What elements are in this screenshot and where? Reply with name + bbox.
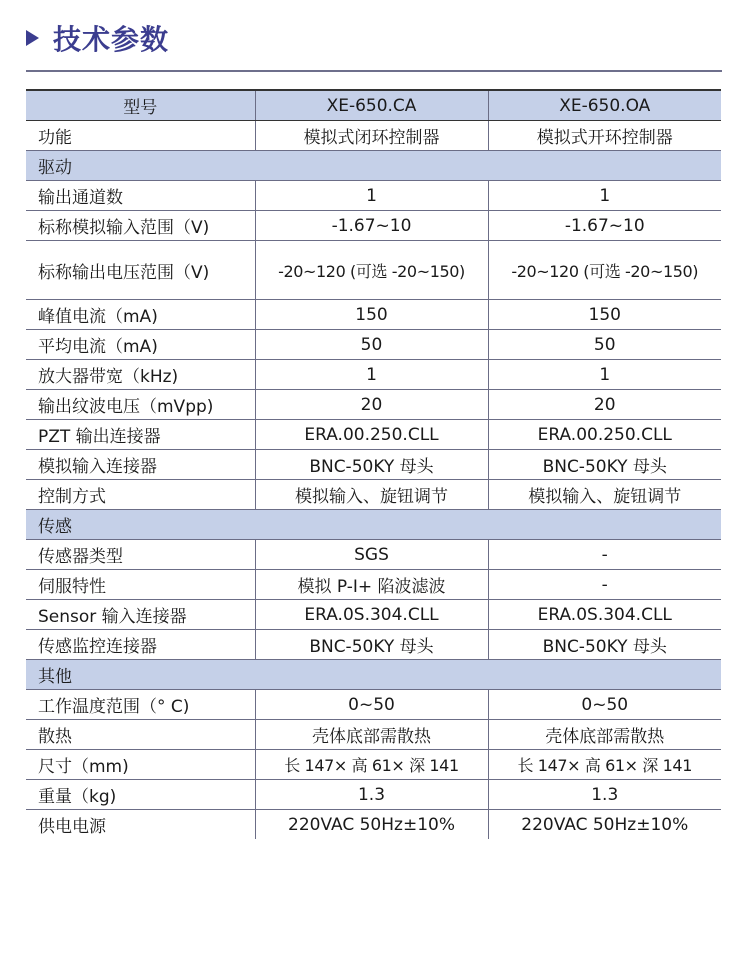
- row-label: 输出通道数: [26, 181, 255, 211]
- row-label: 峰值电流（mA): [26, 300, 255, 330]
- row-label: 传感器类型: [26, 540, 255, 570]
- page-title: 技术参数: [53, 23, 170, 56]
- table-row: [26, 450, 721, 480]
- row-value-ca: 1: [255, 181, 488, 211]
- table-row: [26, 390, 721, 420]
- row-label: 功能: [26, 121, 255, 151]
- section-label: 传感: [26, 510, 721, 540]
- row-label: Sensor 输入连接器: [26, 600, 255, 630]
- row-value-ca: 模拟输入、旋钮调节: [255, 480, 488, 510]
- table-row: [26, 810, 721, 840]
- table-row: [26, 121, 721, 151]
- row-label: 重量（kg): [26, 780, 255, 810]
- table-row: [26, 780, 721, 810]
- table-header-row: [26, 90, 721, 121]
- row-value-ca: 0~50: [255, 690, 488, 720]
- row-label: 伺服特性: [26, 570, 255, 600]
- table-row: [26, 540, 721, 570]
- row-label: 放大器带宽（kHz): [26, 360, 255, 390]
- row-value-oa: ERA.00.250.CLL: [488, 420, 721, 450]
- row-label: 标称输出电压范围（V): [26, 241, 255, 300]
- row-value-oa: 150: [488, 300, 721, 330]
- row-value-oa: 20: [488, 390, 721, 420]
- table-row: [26, 330, 721, 360]
- title-divider: [26, 70, 722, 72]
- table-row: [26, 420, 721, 450]
- table-row: [26, 181, 721, 211]
- table-row: [26, 600, 721, 630]
- row-value-ca: 150: [255, 300, 488, 330]
- table-row: [26, 630, 721, 660]
- row-value-oa: 0~50: [488, 690, 721, 720]
- header-model-oa: XE-650.OA: [488, 90, 721, 121]
- header-model: 型号: [26, 90, 255, 121]
- row-value-ca: 1.3: [255, 780, 488, 810]
- section-label: 其他: [26, 660, 721, 690]
- row-value-oa: 壳体底部需散热: [488, 720, 721, 750]
- row-value-oa: 220VAC 50Hz±10%: [488, 810, 721, 840]
- row-label: 工作温度范围（° C): [26, 690, 255, 720]
- table-row: [26, 750, 721, 780]
- table-row: [26, 690, 721, 720]
- table-row: [26, 720, 721, 750]
- row-label: 控制方式: [26, 480, 255, 510]
- row-label: 平均电流（mA): [26, 330, 255, 360]
- row-value-oa: -20~120 (可选 -20~150): [488, 241, 721, 300]
- row-label: 散热: [26, 720, 255, 750]
- spec-table: [26, 89, 721, 839]
- row-label: 传感监控连接器: [26, 630, 255, 660]
- table-row: [26, 300, 721, 330]
- row-value-ca: BNC-50KY 母头: [255, 450, 488, 480]
- section-label: 驱动: [26, 151, 721, 181]
- row-value-oa: 模拟式开环控制器: [488, 121, 721, 151]
- row-value-ca: 220VAC 50Hz±10%: [255, 810, 488, 840]
- row-value-oa: -: [488, 570, 721, 600]
- row-label: PZT 输出连接器: [26, 420, 255, 450]
- row-value-oa: ERA.0S.304.CLL: [488, 600, 721, 630]
- section-row-sensor: [26, 510, 721, 540]
- row-value-ca: -20~120 (可选 -20~150): [255, 241, 488, 300]
- row-label: 标称模拟输入范围（V): [26, 211, 255, 241]
- row-value-ca: -1.67~10: [255, 211, 488, 241]
- row-value-ca: SGS: [255, 540, 488, 570]
- row-value-oa: -1.67~10: [488, 211, 721, 241]
- section-heading: [26, 18, 169, 58]
- table-row: [26, 480, 721, 510]
- row-value-oa: 50: [488, 330, 721, 360]
- row-label: 模拟输入连接器: [26, 450, 255, 480]
- row-value-ca: 长 147× 高 61× 深 141: [255, 750, 488, 780]
- row-value-ca: 1: [255, 360, 488, 390]
- row-value-oa: 模拟输入、旋钮调节: [488, 480, 721, 510]
- row-value-ca: 模拟式闭环控制器: [255, 121, 488, 151]
- triangle-bullet-icon: [26, 30, 39, 46]
- section-row-other: [26, 660, 721, 690]
- row-label: 供电电源: [38, 817, 106, 837]
- row-label: 尺寸（mm): [26, 750, 255, 780]
- row-value-oa: -: [488, 540, 721, 570]
- row-value-ca: ERA.00.250.CLL: [255, 420, 488, 450]
- row-label: 输出纹波电压（mVpp): [26, 390, 255, 420]
- table-row: [26, 360, 721, 390]
- header-model-ca: XE-650.CA: [255, 90, 488, 121]
- table-row: [26, 211, 721, 241]
- row-value-oa: 长 147× 高 61× 深 141: [488, 750, 721, 780]
- row-value-ca: 壳体底部需散热: [255, 720, 488, 750]
- row-value-ca: ERA.0S.304.CLL: [255, 600, 488, 630]
- row-value-oa: BNC-50KY 母头: [488, 450, 721, 480]
- row-value-ca: 20: [255, 390, 488, 420]
- row-value-ca: 模拟 P-I+ 陷波滤波: [255, 570, 488, 600]
- row-value-oa: 1.3: [488, 780, 721, 810]
- row-value-ca: 50: [255, 330, 488, 360]
- table-row: [26, 241, 721, 300]
- row-value-oa: BNC-50KY 母头: [488, 630, 721, 660]
- table-row: [26, 570, 721, 600]
- row-value-oa: 1: [488, 360, 721, 390]
- row-value-oa: 1: [488, 181, 721, 211]
- section-row-drive: [26, 151, 721, 181]
- row-value-ca: BNC-50KY 母头: [255, 630, 488, 660]
